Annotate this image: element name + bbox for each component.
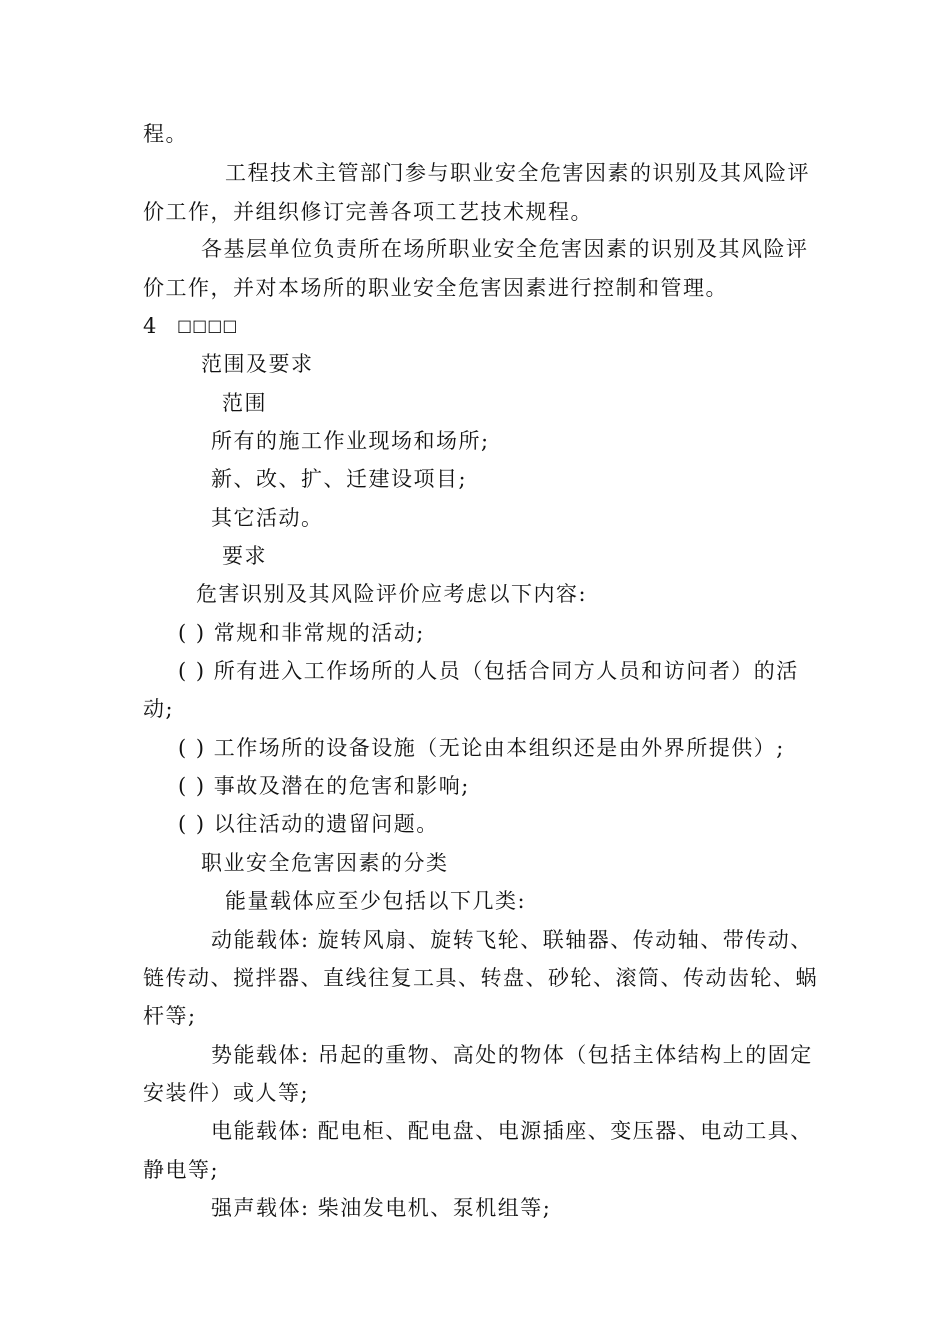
- text-line-3: 价工作，并组织修订完善各项工艺技术规程。: [143, 200, 593, 224]
- potential-carrier-line-2: 安装件）或人等;: [143, 1081, 310, 1105]
- kinetic-carrier-line-2: 链传动、搅拌器、直线往复工具、转盘、砂轮、滚筒、传动齿轮、蜗: [143, 966, 818, 990]
- classification-intro: 能量载体应至少包括以下几类:: [225, 889, 527, 913]
- requirement-item-2-cont: 动;: [143, 697, 175, 721]
- sound-carrier-line: 强声载体: 柴油发电机、泵机组等;: [211, 1196, 552, 1220]
- scope-item-3: 其它活动。: [211, 506, 324, 530]
- requirement-item-4: ( ) 事故及潜在的危害和影响;: [178, 774, 470, 798]
- heading-scope-and-requirements: 范围及要求: [201, 352, 314, 376]
- scope-item-1: 所有的施工作业现场和场所;: [211, 429, 490, 453]
- text-line-5: 价工作，并对本场所的职业安全危害因素进行控制和管理。: [143, 276, 728, 300]
- heading-requirements: 要求: [222, 544, 267, 568]
- section-heading-glyphs: □□□□: [177, 316, 238, 335]
- heading-classification: 职业安全危害因素的分类: [201, 851, 449, 875]
- potential-carrier-line-1: 势能载体: 吊起的重物、高处的物体（包括主体结构上的固定: [211, 1043, 813, 1067]
- requirement-item-2: ( ) 所有进入工作场所的人员（包括合同方人员和访问者）的活: [178, 659, 799, 683]
- text-line-2: 工程技术主管部门参与职业安全危害因素的识别及其风险评: [225, 161, 810, 185]
- text-line-4: 各基层单位负责所在场所职业安全危害因素的识别及其风险评: [201, 237, 809, 261]
- electric-carrier-line-1: 电能载体: 配电柜、配电盘、电源插座、变压器、电动工具、: [211, 1119, 813, 1143]
- section-number: 4: [143, 314, 158, 338]
- text-line-1: 程。: [143, 122, 188, 146]
- electric-carrier-line-2: 静电等;: [143, 1158, 220, 1182]
- requirement-item-5: ( ) 以往活动的遗留问题。: [178, 812, 439, 836]
- kinetic-carrier-line-3: 杆等;: [143, 1004, 197, 1028]
- kinetic-carrier-line-1: 动能载体: 旋转风扇、旋转飞轮、联轴器、传动轴、带传动、: [211, 928, 813, 952]
- requirements-intro: 危害识别及其风险评价应考虑以下内容:: [196, 582, 588, 606]
- heading-scope: 范围: [222, 391, 267, 415]
- requirement-item-1: ( ) 常规和非常规的活动;: [178, 621, 425, 645]
- scope-item-2: 新、改、扩、迁建设项目;: [211, 467, 468, 491]
- requirement-item-3: ( ) 工作场所的设备设施（无论由本组织还是由外界所提供）;: [178, 736, 785, 760]
